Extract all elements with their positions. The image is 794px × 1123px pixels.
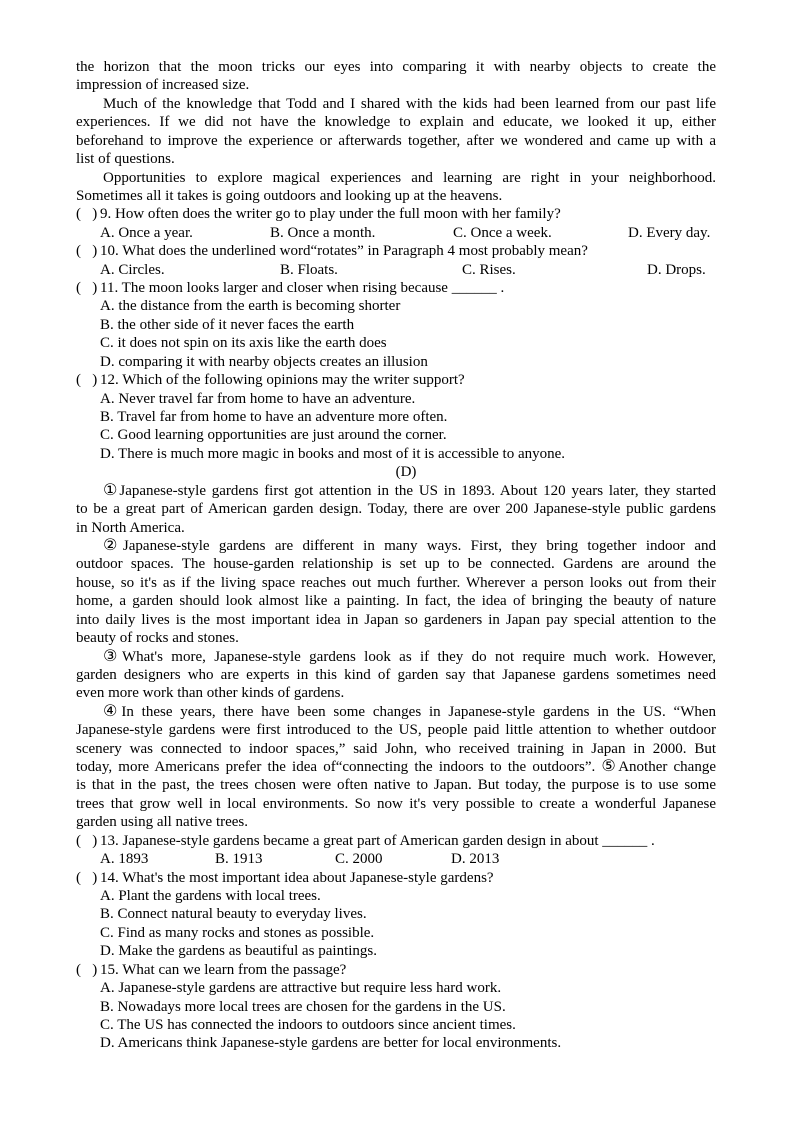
paragraph-line: Japanese-style gardens were first introduced to the US, people paid little attention to whether outdoor [76, 722, 716, 739]
option-d: D. Every day. [628, 224, 711, 241]
answer-bracket: ( ) [76, 243, 98, 260]
paragraph-line [76, 758, 716, 776]
paragraph-line: even more work than other kinds of gardens. [76, 685, 345, 702]
paragraph-text: Japanese-style gardens first got attention in the US in 1893. About 120 years later, they started [119, 482, 717, 499]
option-b: B. 1913 [215, 851, 263, 868]
paragraph-number: ④ [103, 700, 122, 720]
paragraph-number: ⑤ [601, 756, 619, 776]
paragraph-line: garden designers who are experts in this kind of garden say that Japanese gardens sometimes need [76, 666, 716, 683]
question-13 [76, 832, 716, 850]
option-c: C. Good learning opportunities are just around the corner. [100, 427, 447, 444]
paragraph-line: list of questions. [76, 151, 175, 168]
option-a: A. Once a year. [100, 224, 193, 241]
paragraph-line: home, a garden should look almost like a painting. In fact, the idea of bringing the beauty of nature [76, 593, 716, 610]
paragraph-line [76, 645, 716, 666]
option-b: B. the other side of it never faces the earth [100, 316, 355, 333]
paragraph-line: Opportunities to explore magical experiences and learning are right in your neighborhood. [103, 169, 716, 186]
question-stem: 9. How often does the writer go to play under the full moon with her family? [100, 206, 561, 223]
option-d: D. comparing it with nearby objects creates an illusion [100, 353, 428, 370]
paragraph-line: in North America. [76, 519, 185, 536]
paragraph-line [76, 534, 716, 555]
section-heading: (D) [395, 464, 417, 481]
question-15 [76, 961, 716, 979]
option-d: D. There is much more magic in books and most of it is accessible to anyone. [100, 445, 566, 462]
option-d: D. 2013 [451, 851, 500, 868]
paragraph-line: house, so it's as if the living space reaches out much further. Wherever a person looks out from their [76, 574, 716, 591]
question-14 [76, 869, 716, 887]
option-a: A. Japanese-style gardens are attractive but require less hard work. [100, 980, 502, 997]
paragraph-text: In these years, there have been some changes in Japanese-style gardens in the US. “When [121, 703, 717, 720]
answer-bracket: ( ) [76, 869, 98, 886]
paragraph-number: ① [103, 479, 120, 499]
paragraph-line: experiences. If we did not have the knowledge to explain and educate, we looked it up, either [76, 114, 716, 131]
paragraph-line: the horizon that the moon tricks our eyes into comparing it with nearby objects to create the [76, 59, 716, 75]
question-stem: 12. Which of the following opinions may the writer support? [100, 372, 465, 389]
paragraph-text: What's more, Japanese-style gardens look as if they do not require much work. However, [121, 648, 716, 665]
option-d: D. Drops. [647, 261, 706, 278]
option-b: B. Travel far from home to have an adventure more often. [100, 409, 448, 426]
option-b: B. Nowadays more local trees are chosen for the gardens in the US. [100, 998, 506, 1015]
answer-bracket: ( ) [76, 961, 98, 978]
option-b: B. Connect natural beauty to everyday lives. [100, 906, 367, 923]
options-row [76, 261, 716, 279]
option-a: A. Never travel far from home to have an adventure. [100, 390, 416, 407]
paragraph-line: scenery was connected to indoor spaces,” said John, who received training in Japan in 2000. But [76, 740, 716, 757]
paragraph-line: trees that grow well in local environments. So now it's very possible to create a wonderful Japanese [76, 795, 716, 812]
question-stem: 14. What's the most important idea about Japanese-style gardens? [100, 869, 494, 886]
paragraph-line: is that in the past, the trees chosen were often native to Japan. But today, the purpose is to use some [76, 777, 716, 794]
question-stem: 10. What does the underlined word“rotates” in Paragraph 4 most probably mean? [100, 243, 588, 260]
paragraph-line: to be a great part of American garden design. Today, there are over 200 Japanese-style public gardens [76, 501, 716, 518]
question-stem: 11. The moon looks larger and closer when rising because ______ . [100, 280, 505, 297]
paragraph-text: Another change [618, 759, 716, 776]
option-d: D. Americans think Japanese-style gardens are better for local environments. [100, 1035, 562, 1052]
paragraph-line: into daily lives is the most important idea in Japan so gardeners in Japan pay special attention to the [76, 611, 716, 628]
options-row [76, 224, 716, 242]
option-b: B. Once a month. [270, 224, 376, 241]
paragraph-line: beauty of rocks and stones. [76, 630, 239, 647]
exam-page [76, 58, 716, 1053]
option-a: A. Plant the gardens with local trees. [100, 887, 321, 904]
paragraph-text: today, more Americans prefer the idea of“connecting the indoors to the outdoors”. [76, 759, 596, 776]
paragraph-line: Much of the knowledge that Todd and I shared with the kids had been learned from our past life [103, 95, 716, 112]
option-c: C. Once a week. [453, 224, 552, 241]
paragraph-number: ③ [103, 645, 122, 665]
answer-bracket: ( ) [76, 372, 98, 389]
option-d: D. Make the gardens as beautiful as paintings. [100, 943, 378, 960]
paragraph-text: Japanese-style gardens are different in many ways. First, they bring together indoor and [122, 537, 716, 554]
question-stem: 15. What can we learn from the passage? [100, 961, 347, 978]
answer-bracket: ( ) [76, 280, 98, 297]
question-stem: 13. Japanese-style gardens became a great part of American garden design in about ______ . [100, 832, 655, 849]
option-c: C. The US has connected the indoors to outdoors since ancient times. [100, 1016, 516, 1033]
option-a: A. Circles. [100, 261, 165, 278]
option-c: C. Rises. [462, 261, 516, 278]
option-a: A. 1893 [100, 851, 149, 868]
option-c: C. it does not spin on its axis like the earth does [100, 335, 387, 352]
paragraph-line [76, 479, 717, 500]
option-b: B. Floats. [280, 261, 338, 278]
option-c: C. 2000 [335, 851, 383, 868]
paragraph-line: impression of increased size. [76, 77, 250, 94]
paragraph-line: garden using all native trees. [76, 814, 249, 831]
answer-bracket: ( ) [76, 832, 98, 849]
question-10 [76, 242, 716, 260]
paragraph-line: outdoor spaces. The house-garden relationship is set up to be connected. Gardens are around the [76, 556, 716, 573]
paragraph-line: beforehand to improve the experience or afterwards together, after we wondered and came up with a [76, 132, 716, 149]
question-12 [76, 371, 716, 389]
paragraph-line: Sometimes all it takes is going outdoors and looking up at the heavens. [76, 187, 503, 204]
paragraph-number: ② [103, 534, 123, 554]
options-row [76, 850, 716, 868]
question-11 [76, 279, 716, 297]
option-c: C. Find as many rocks and stones as possible. [100, 924, 375, 941]
question-9 [76, 205, 716, 223]
option-a: A. the distance from the earth is becoming shorter [100, 298, 401, 315]
answer-bracket: ( ) [76, 206, 98, 223]
paragraph-line [76, 700, 717, 721]
